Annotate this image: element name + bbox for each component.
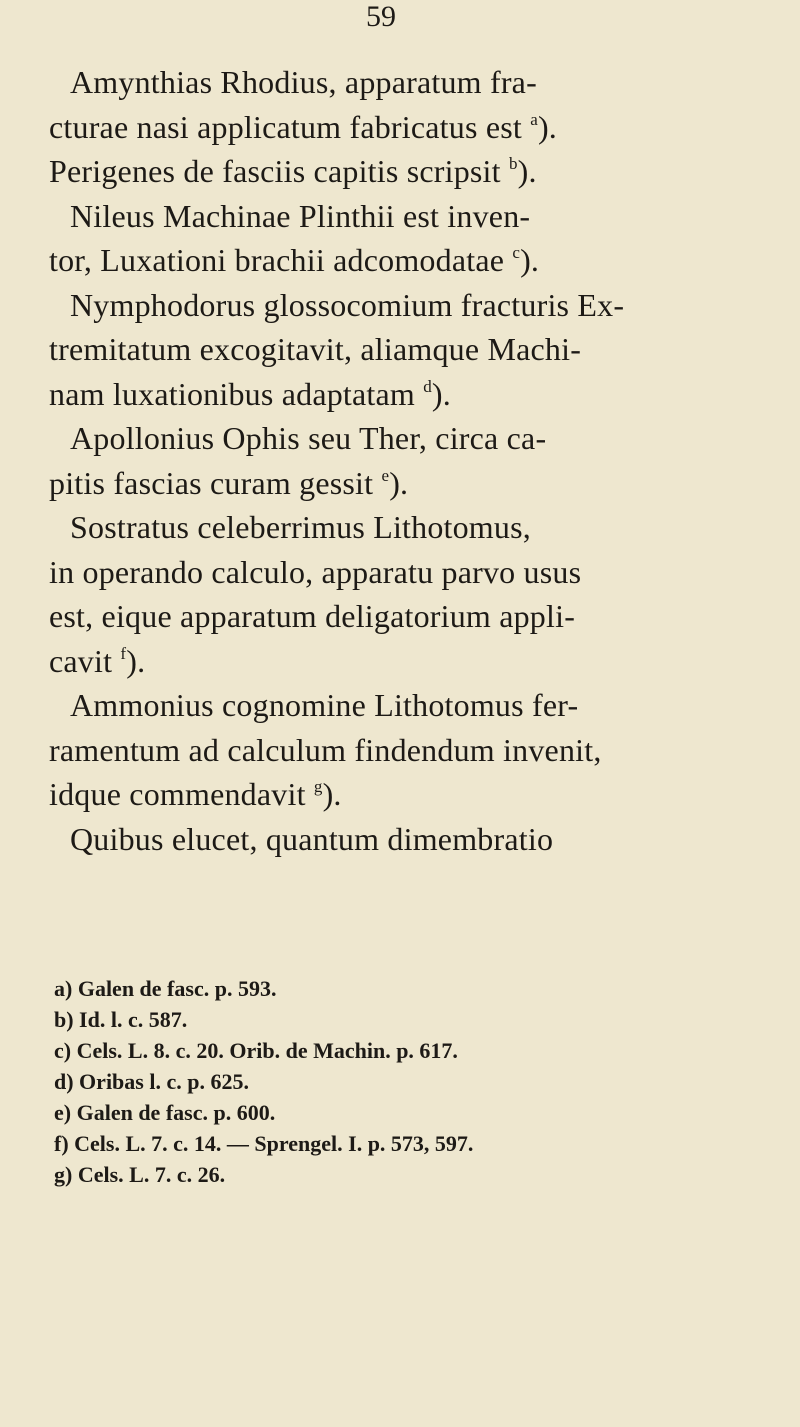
text-line bbox=[49, 327, 769, 372]
line-text-after: ). bbox=[517, 153, 537, 189]
line-text-after: ). bbox=[431, 375, 451, 412]
line-text: ramentum ad calculum findendum invenit, bbox=[49, 731, 602, 768]
text-line bbox=[49, 416, 769, 461]
line-text: Quibus elucet, quantum dimembratio bbox=[70, 820, 554, 857]
line-text-after: ). bbox=[537, 108, 557, 145]
text-line bbox=[49, 60, 769, 105]
line-text: idque commendavit bbox=[49, 776, 314, 812]
text-line bbox=[49, 550, 769, 595]
line-text: Nymphodorus glossocomium fracturis Ex- bbox=[70, 286, 625, 323]
line-text-after: ). bbox=[389, 464, 409, 501]
text-line bbox=[49, 372, 769, 417]
text-line bbox=[49, 283, 769, 328]
footnote-marker: d bbox=[423, 376, 432, 396]
footnote: b) Id. l. c. 587. bbox=[54, 1007, 188, 1032]
footnote: f) Cels. L. 7. c. 14. — Sprengel. I. p. 573, 597. bbox=[54, 1131, 474, 1156]
footnote: c) Cels. L. 8. c. 20. Orib. de Machin. p. 617. bbox=[54, 1038, 458, 1063]
footnote: a) Galen de fasc. p. 593. bbox=[54, 976, 277, 1001]
line-text: tremitatum excogitavit, aliamque Machi- bbox=[49, 331, 582, 367]
footnote-marker: c bbox=[512, 243, 521, 262]
line-text: est, eique apparatum deligatorium appli- bbox=[49, 598, 576, 634]
footnote: g) Cels. L. 7. c. 26. bbox=[54, 1162, 226, 1187]
page-number: 59 bbox=[366, 0, 396, 33]
footnote-marker: g bbox=[313, 777, 323, 796]
line-text: cavit bbox=[49, 642, 121, 679]
line-text: nam luxationibus adaptatam bbox=[49, 375, 424, 412]
text-line bbox=[49, 683, 769, 728]
footnote-marker: b bbox=[508, 154, 518, 173]
text-line bbox=[49, 505, 769, 550]
text-line bbox=[49, 594, 769, 639]
line-text: cturae nasi applicatum fabricatus est bbox=[49, 108, 531, 145]
line-text: pitis fascias curam gessit bbox=[49, 464, 382, 501]
line-text: Amynthias Rhodius, apparatum fra- bbox=[70, 64, 537, 100]
text-line bbox=[49, 105, 769, 150]
footnote: d) Oribas l. c. p. 625. bbox=[54, 1069, 249, 1094]
line-text: Ammonius cognomine Lithotomus fer- bbox=[70, 687, 579, 723]
text-line bbox=[49, 149, 769, 194]
footnotes bbox=[54, 973, 473, 1190]
text-line bbox=[49, 772, 769, 817]
line-text: Nileus Machinae Plinthii est inven- bbox=[70, 197, 531, 234]
footnote-marker: a bbox=[530, 109, 538, 129]
line-text: tor, Luxationi brachii adcomodatae bbox=[49, 242, 513, 278]
text-line bbox=[49, 728, 769, 773]
text-line bbox=[49, 238, 769, 283]
line-text-after: ). bbox=[520, 242, 540, 278]
line-text-after: ). bbox=[322, 776, 342, 812]
line-text: Apollonius Ophis seu Ther, circa ca- bbox=[70, 420, 547, 456]
text-line bbox=[49, 639, 769, 684]
text-line bbox=[49, 817, 769, 862]
footnote: e) Galen de fasc. p. 600. bbox=[54, 1100, 276, 1125]
footnote-marker: f bbox=[120, 643, 127, 663]
line-text: Sostratus celeberrimus Lithotomus, bbox=[70, 509, 531, 545]
line-text: Perigenes de fasciis capitis scripsit bbox=[49, 153, 509, 189]
footnote-marker: e bbox=[381, 465, 390, 485]
line-text-after: ). bbox=[126, 642, 146, 679]
text-line bbox=[49, 194, 769, 239]
body-text bbox=[49, 60, 769, 861]
line-text: in operando calculo, apparatu parvo usus bbox=[49, 553, 582, 590]
text-line bbox=[49, 461, 769, 506]
